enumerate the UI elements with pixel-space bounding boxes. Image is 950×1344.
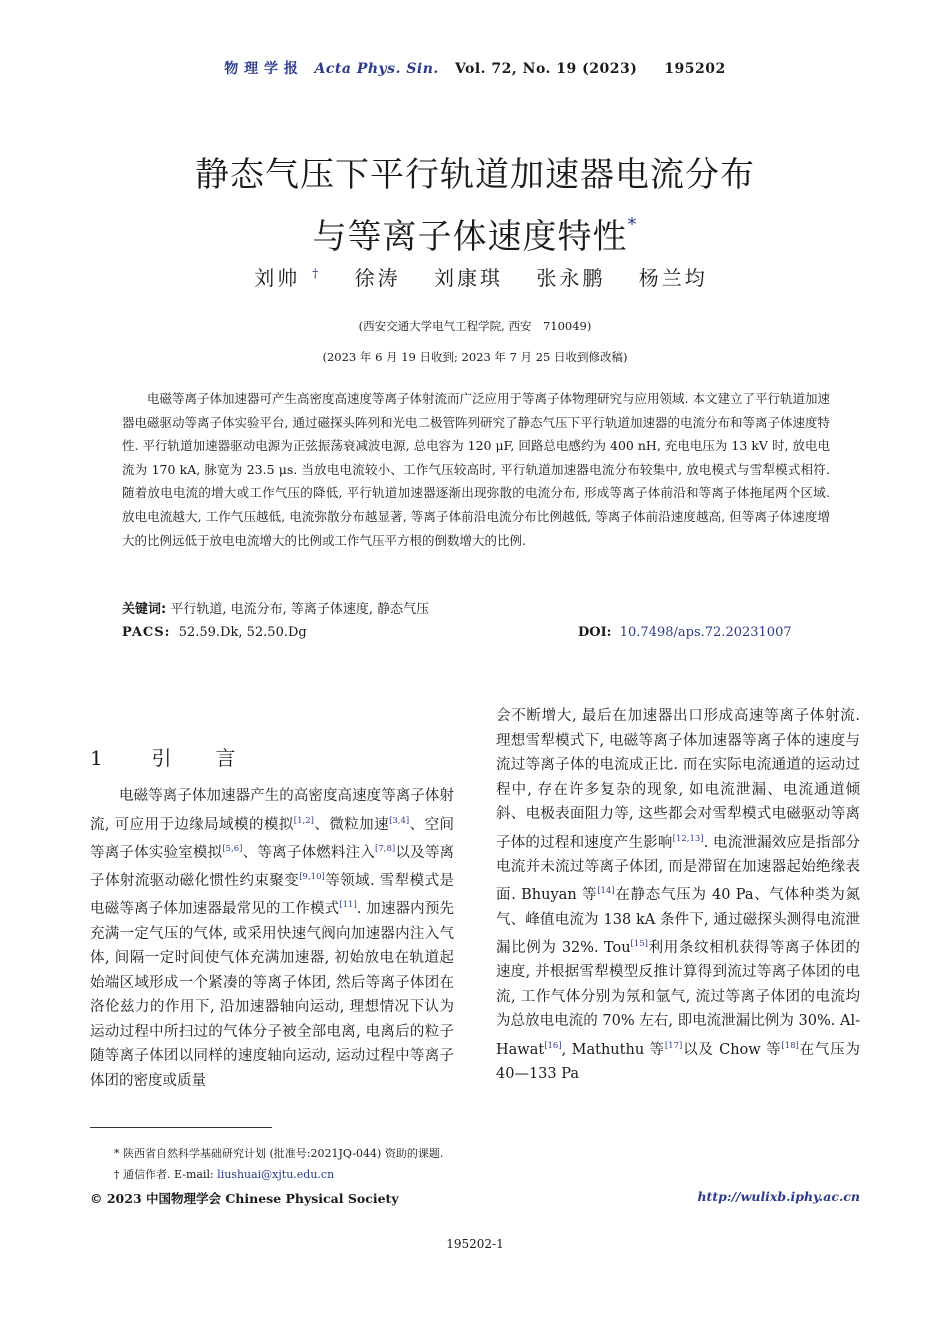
body-text: 等领域. 雪犁模式是电磁等离子体加速器最常见的工作模式 xyxy=(90,872,455,918)
pacs-label: PACS: xyxy=(122,625,171,640)
abstract: 电磁等离子体加速器可产生高密度高速度等离子体射流而广泛应用于等离子体物理研究与应用领域. 本文建立了平行轨道加速器电磁驱动等离子体实验平台, 通过磁探头阵列和光电二极管阵列研究了静态气压下平行轨道加速器的电流分布和等离子体速度特性. 平行轨道加速器驱动电源为正弦振荡衰减波电源, 总电容为 120 μF, 回路总电感约为 400 nH, 充电电压为 13 kV 时, 放电电流为 170 kA, 脉宽为 23.5 μs. 当放电电流较小、工作气压较高时, 平行轨道加速器电流分布较集中, 放电模式与雪犁模式相符. 随着放电电流的增大或工作气压的降低, 平行轨道加速器逐渐出现弥散的电流分布, 形成等离子体前沿和等离子体拖尾两个区域. 放电电流越大, 工作气压越低, 电流弥散分布越显著, 等离子体前沿电流分布比例越低, 等离子体前沿速度越高, 但等离子体速度增大的比例远低于放电电流增大的比例或工作气压平方根的倒数增大的比例. xyxy=(122,391,830,548)
title-footnote-marker[interactable]: * xyxy=(627,214,638,235)
keywords-text: 平行轨道, 电流分布, 等离子体速度, 静态气压 xyxy=(170,602,430,617)
corresponding-author-marker[interactable]: † xyxy=(312,266,322,281)
doi-link[interactable]: 10.7498/aps.72.20231007 xyxy=(619,625,792,640)
author: 杨兰均 xyxy=(638,266,708,290)
keywords-label: 关键词: xyxy=(122,602,167,617)
pacs xyxy=(122,625,307,640)
page-title xyxy=(0,150,950,262)
body-column-right xyxy=(496,704,860,1087)
footnote-divider xyxy=(90,1127,272,1128)
body-column-left xyxy=(90,784,454,1093)
body-text: 以及等离子体射流驱动磁化惯性约束聚变 xyxy=(90,844,455,889)
body-text: 、微粒加速 xyxy=(313,816,390,833)
body-text: 会不断增大, 最后在加速器出口形成高速等离子体射流. 理想雪犁模式下, 电磁等离子体加速器等离子体的速度与流过等离子体的电流成正比. 而在实际电流通道的运动过程中, 存在许多复杂的现象, 如电流泄漏、电流通道倾斜、电极表面阻力等, 这些都会对雪犁模式电磁驱动等离子体的过程和速度产生影响 xyxy=(496,708,860,851)
citation-ref[interactable]: [9,10] xyxy=(299,872,325,883)
section-heading xyxy=(90,742,247,771)
body-text: 在静态气压为 40 Pa、气体种类为氮气、峰值电流为 138 kA 条件下, 通过磁探头测得电流泄漏比例为 32%. Tou xyxy=(496,887,860,956)
body-text: . 电流泄漏效应是指部分电流并未流过等离子体团, 而是滞留在加速器起始绝缘表面. Bhuyan 等 xyxy=(496,834,860,904)
author: 刘康琪 xyxy=(434,266,503,290)
citation-ref[interactable]: [5,6] xyxy=(222,843,243,854)
citation-ref[interactable]: [3,4] xyxy=(389,815,410,826)
journal-name-cn: 物 理 学 报 xyxy=(224,61,299,77)
citation-ref[interactable]: [11] xyxy=(339,900,357,911)
section-title: 引 言 xyxy=(151,746,248,770)
copyright: © 2023 中国物理学会 Chinese Physical Society xyxy=(90,1191,399,1206)
body-text: 以及 Chow 等 xyxy=(682,1041,782,1058)
pacs-text: 52.59.Dk, 52.50.Dg xyxy=(178,625,307,640)
affiliation: (西安交通大学电气工程学院, 西安 710049) xyxy=(358,319,592,333)
body-text: . 加速器内预先充满一定气压的气体, 或采用快速气阀向加速器内注入气体, 间隔一定时间使气体充满加速器, 初始放电在轨道起始端区域形成一个紧凑的等离子体团, 然后等离子体团在洛伦兹力的作用下, 沿加速器轴向运动, 理想情况下认为运动过程中所扫过的气体分子被全部电离, 电离后的粒子随等离子体团以同样的速度轴向运动, 运动过程中等离子体团的密度或质量 xyxy=(90,901,454,1089)
journal-volume: Vol. 72, No. 19 (2023) xyxy=(454,61,638,77)
citation-ref[interactable]: [16] xyxy=(544,1040,562,1051)
citation-ref[interactable]: [17] xyxy=(664,1040,683,1051)
author: 张永鹏 xyxy=(536,266,606,290)
keywords xyxy=(122,598,429,617)
citation-ref[interactable]: [7,8] xyxy=(375,843,396,854)
author-email-link[interactable]: liushuai@xjtu.edu.cn xyxy=(217,1168,335,1181)
citation-ref[interactable]: [15] xyxy=(630,939,648,950)
body-text: 、等离子体燃料注入 xyxy=(242,844,376,861)
journal-website-link[interactable]: http://wulixb.iphy.ac.cn xyxy=(697,1189,860,1204)
citation-ref[interactable]: [12,13] xyxy=(672,833,704,844)
author-list xyxy=(0,262,950,291)
journal-name-en: Acta Phys. Sin. xyxy=(314,61,439,77)
corresponding-footnote-prefix: † 通信作者. E-mail: xyxy=(114,1168,214,1181)
body-text: 、空间等离子体实验室模拟 xyxy=(90,816,455,861)
body-text: 利用条纹相机获得等离子体团的速度, 并根据雪犁模型反推计算得到流过等离子体团的电流, 工作气体分别为氖和氩气, 流过等离子体团的电流均为总放电电流的 70% 左右, 即电流泄漏比例为 30%. Al-Hawat xyxy=(496,939,861,1058)
doi xyxy=(578,625,792,640)
article-number: 195202 xyxy=(664,61,726,77)
corresponding-footnote xyxy=(114,1166,334,1182)
journal-header xyxy=(0,58,950,78)
citation-ref[interactable]: [1,2] xyxy=(293,815,314,826)
section-number: 1 xyxy=(90,746,115,770)
page-number: 195202-1 xyxy=(446,1237,504,1251)
received-dates: (2023 年 6 月 19 日收到; 2023 年 7 月 25 日收到修改稿) xyxy=(322,350,628,364)
citation-ref[interactable]: [14] xyxy=(597,886,615,897)
author: 徐涛 xyxy=(354,266,401,290)
body-text: 在气压为 40—133 Pa xyxy=(496,1041,861,1083)
body-text: , Mathuthu 等 xyxy=(561,1041,665,1058)
doi-label: DOI: xyxy=(578,625,612,640)
title-line-1: 静态气压下平行轨道加速器电流分布 xyxy=(195,155,755,195)
title-line-2: 与等离子体速度特性 xyxy=(312,217,628,257)
author: 刘帅 † xyxy=(254,266,322,290)
citation-ref[interactable]: [18] xyxy=(781,1040,799,1051)
funding-footnote: * 陕西省自然科学基础研究计划 (批准号:2021JQ-044) 资助的课题. xyxy=(114,1147,444,1160)
body-text: 电磁等离子体加速器产生的高密度高速度等离子体射流, 可应用于边缘局域模的模拟 xyxy=(90,788,454,833)
